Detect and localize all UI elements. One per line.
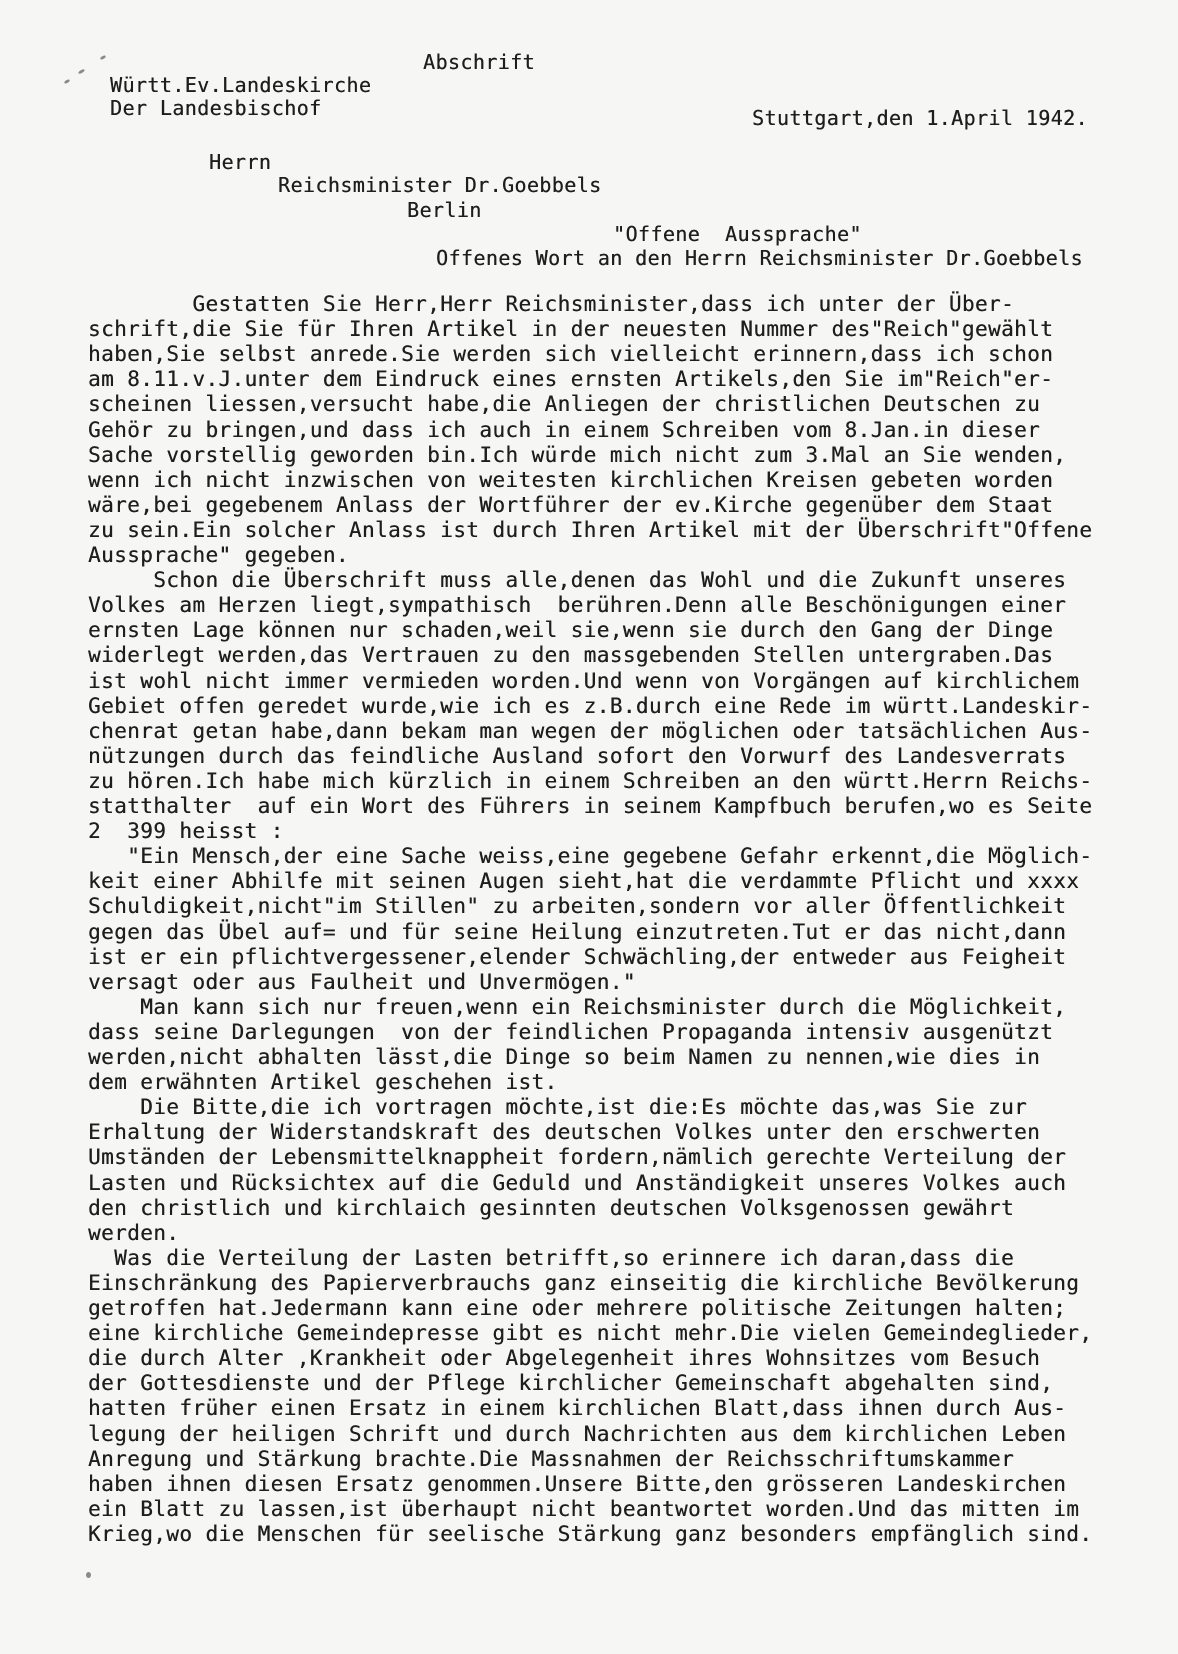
body-line: keit einer Abhilfe mit seinen Augen sieht,hat die verdammte Pflicht und xxxx bbox=[88, 869, 1080, 893]
body-line: schrift,die Sie für Ihren Artikel in der neuesten Nummer des"Reich"gewählt bbox=[88, 317, 1054, 341]
body-line: ernsten Lage können nur schaden,weil sie,wenn sie durch den Gang der Dinge bbox=[88, 618, 1054, 642]
punch-mark bbox=[100, 55, 107, 61]
body-line: widerlegt werden,das Vertrauen zu den massgebenden Stellen untergraben.Das bbox=[88, 643, 1054, 667]
body-line: am 8.11.v.J.unter dem Eindruck eines ernsten Artikels,den Sie im"Reich"er- bbox=[88, 367, 1054, 391]
body-line: Schuldigkeit,nicht"im Stillen" zu arbeiten,sondern vor aller Öffentlichkeit bbox=[88, 894, 1067, 918]
body-line: Krieg,wo die Menschen für seelische Stärkung ganz besonders empfänglich sind. bbox=[88, 1522, 1093, 1546]
body-line: der Gottesdienste und der Pflege kirchlicher Gemeinschaft abgehalten sind, bbox=[88, 1371, 1054, 1395]
sender-line-1: Württ.Ev.Landeskirche bbox=[110, 73, 372, 97]
recipient-salutation: Herrn bbox=[209, 150, 272, 174]
body-line: eine kirchliche Gemeindepresse gibt es nicht mehr.Die vielen Gemeindeglieder, bbox=[88, 1321, 1093, 1345]
body-line: wäre,bei gegebenem Anlass der Wortführer der ev.Kirche gegenüber dem Staat bbox=[88, 493, 1054, 517]
body-line: gegen das Übel auf= und für seine Heilung einzutreten.Tut er das nicht,dann bbox=[88, 920, 1067, 944]
body-line: dem erwähnten Artikel geschehen ist. bbox=[88, 1070, 558, 1094]
body-line: nützungen durch das feindliche Ausland sofort den Vorwurf des Landesverrats bbox=[88, 744, 1067, 768]
place-date: Stuttgart,den 1.April 1942. bbox=[752, 106, 1088, 130]
punch-mark bbox=[78, 68, 86, 74]
body-line: Was die Verteilung der Lasten betrifft,so erinnere ich daran,dass die bbox=[88, 1246, 1015, 1270]
body-line: Lasten und Rücksichtex auf die Geduld und Anständigkeit unseres Volkes auch bbox=[88, 1171, 1067, 1195]
document-heading: Abschrift bbox=[423, 50, 535, 74]
body-line: haben,Sie selbst anrede.Sie werden sich vielleicht erinnern,dass ich schon bbox=[88, 342, 1054, 366]
body-line: Anregung und Stärkung brachte.Die Massnahmen der Reichsschriftumskammer bbox=[88, 1447, 1015, 1471]
body-line: den christlich und kirchlaich gesinnten deutschen Volksgenossen gewährt bbox=[88, 1196, 1015, 1220]
body-line: Volkes am Herzen liegt,sympathisch berühren.Denn alle Beschönigungen einer bbox=[88, 593, 1067, 617]
subject-line-1: "Offene Aussprache" bbox=[613, 222, 862, 246]
body-line: Gehör zu bringen,und dass ich auch in einem Schreiben vom 8.Jan.in dieser bbox=[88, 418, 1041, 442]
body-line: zu sein.Ein solcher Anlass ist durch Ihren Artikel mit der Überschrift"Offene bbox=[88, 518, 1093, 542]
body-line: Sache vorstellig geworden bin.Ich würde mich nicht zum 3.Mal an Sie wenden, bbox=[88, 443, 1067, 467]
body-line: Umständen der Lebensmittelknappheit fordern,nämlich gerechte Verteilung der bbox=[88, 1145, 1067, 1169]
body-line: Die Bitte,die ich vortragen möchte,ist die:Es möchte das,was Sie zur bbox=[88, 1095, 1028, 1119]
body-line: die durch Alter ,Krankheit oder Abgelegenheit ihres Wohnsitzes vom Besuch bbox=[88, 1346, 1041, 1370]
body-line: legung der heiligen Schrift und durch Nachrichten aus dem kirchlichen Leben bbox=[88, 1422, 1067, 1446]
body-line: Einschränkung des Papierverbrauchs ganz einseitig die kirchliche Bevölkerung bbox=[88, 1271, 1080, 1295]
body-line: getroffen hat.Jedermann kann eine oder mehrere politische Zeitungen halten; bbox=[88, 1296, 1067, 1320]
body-line: ein Blatt zu lassen,ist überhaupt nicht beantwortet worden.Und das mitten im bbox=[88, 1497, 1080, 1521]
body-line: wenn ich nicht inzwischen von weitesten kirchlichen Kreisen gebeten worden bbox=[88, 468, 1054, 492]
body-line: scheinen liessen,versucht habe,die Anliegen der christlichen Deutschen zu bbox=[88, 392, 1041, 416]
punch-mark bbox=[64, 79, 71, 85]
body-line: werden. bbox=[88, 1221, 180, 1245]
sender-line-2: Der Landesbischof bbox=[110, 96, 322, 120]
body-line: haben ihnen diesen Ersatz genommen.Unsere Bitte,den grösseren Landeskirchen bbox=[88, 1472, 1067, 1496]
body-line: "Ein Mensch,der eine Sache weiss,eine gegebene Gefahr erkennt,die Möglich- bbox=[88, 844, 1093, 868]
body-line: Erhaltung der Widerstandskraft des deutschen Volkes unter den erschwerten bbox=[88, 1120, 1041, 1144]
recipient-name: Reichsminister Dr.Goebbels bbox=[278, 173, 602, 197]
body-line: versagt oder aus Faulheit und Unvermögen." bbox=[88, 970, 636, 994]
body-line: dass seine Darlegungen von der feindlichen Propaganda intensiv ausgenützt bbox=[88, 1020, 1054, 1044]
body-line: chenrat getan habe,dann bekam man wegen der möglichen oder tatsächlichen Aus- bbox=[88, 719, 1093, 743]
body-line: ist er ein pflichtvergessener,elender Schwächling,der entweder aus Feigheit bbox=[88, 945, 1067, 969]
body-line: Gebiet offen geredet wurde,wie ich es z.B.durch eine Rede im württ.Landeskir- bbox=[88, 694, 1093, 718]
subject-line-2: Offenes Wort an den Herrn Reichsminister Dr.Goebbels bbox=[436, 246, 1083, 270]
recipient-city: Berlin bbox=[407, 198, 482, 222]
body-line: statthalter auf ein Wort des Führers in seinem Kampfbuch berufen,wo es Seite bbox=[88, 794, 1093, 818]
body-line: zu hören.Ich habe mich kürzlich in einem Schreiben an den württ.Herrn Reichs- bbox=[88, 769, 1093, 793]
body-line: 2 399 heisst : bbox=[88, 819, 284, 843]
paper-speck bbox=[86, 1572, 91, 1578]
body-line: Man kann sich nur freuen,wenn ein Reichsminister durch die Möglichkeit, bbox=[88, 995, 1067, 1019]
body-line: Gestatten Sie Herr,Herr Reichsminister,dass ich unter der Über- bbox=[88, 292, 1015, 316]
body-line: werden,nicht abhalten lässt,die Dinge so beim Namen zu nennen,wie dies in bbox=[88, 1045, 1041, 1069]
body-line: ist wohl nicht immer vermieden worden.Und wenn von Vorgängen auf kirchlichem bbox=[88, 669, 1080, 693]
body-line: Aussprache" gegeben. bbox=[88, 543, 349, 567]
body-line: hatten früher einen Ersatz in einem kirchlichen Blatt,dass ihnen durch Aus- bbox=[88, 1396, 1067, 1420]
body-line: Schon die Überschrift muss alle,denen das Wohl und die Zukunft unseres bbox=[88, 568, 1067, 592]
